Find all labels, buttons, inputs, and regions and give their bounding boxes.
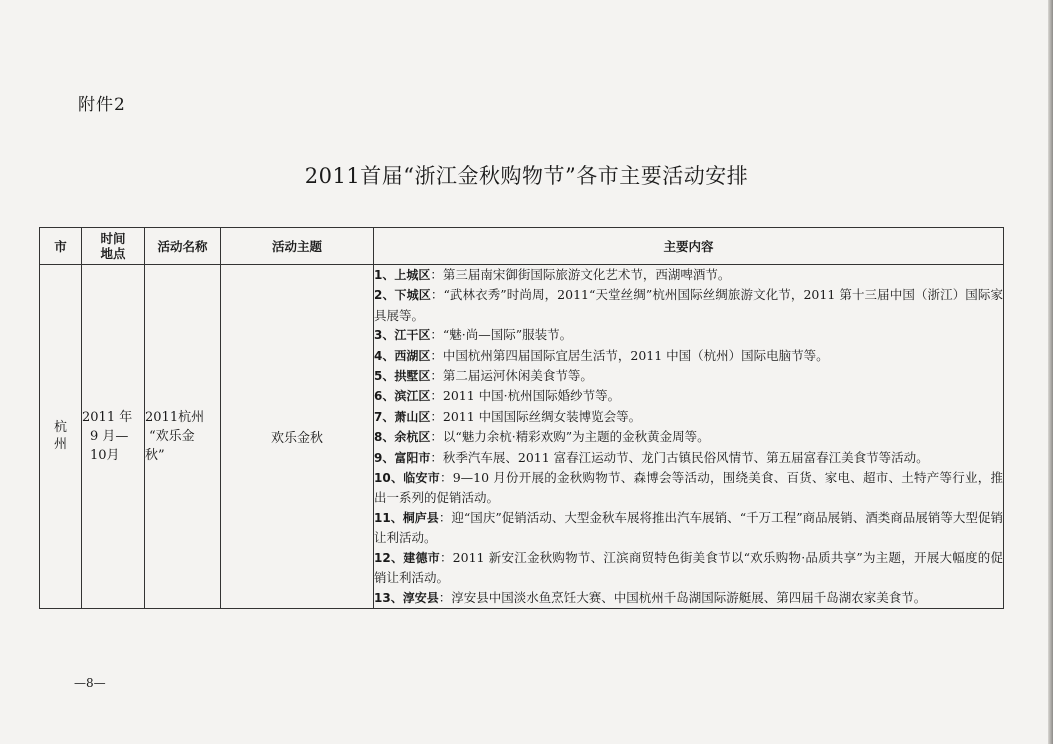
item-district: 桐庐县 [402, 510, 439, 525]
header-activity-name: 活动名称 [145, 228, 221, 265]
time-line2: 9 月— [90, 428, 129, 444]
list-item [374, 265, 1003, 285]
city-text: 杭州 [53, 420, 67, 453]
item-number: 4、 [374, 348, 395, 363]
item-district: 建德市 [403, 550, 440, 565]
item-text: ：第三届南宋御街国际旅游文化艺术节，西湖啤酒节。 [430, 267, 731, 282]
name-line1: 2011杭州 [145, 409, 205, 425]
list-item [374, 325, 1003, 345]
item-number: 3、 [374, 328, 395, 343]
list-item [374, 548, 1003, 588]
item-district: 淳安县 [402, 590, 439, 605]
item-text: ：迎“国庆”促销活动、大型金秋车展将推出汽车展销、“千万工程”商品展销、酒类商品展销等大型促销让利活动。 [374, 509, 1003, 546]
header-time-place [82, 228, 145, 265]
header-city: 市 [40, 228, 82, 265]
scan-edge-shadow [1048, 0, 1053, 744]
header-time-line2: 地点 [100, 246, 126, 261]
item-number: 5、 [374, 369, 395, 384]
list-item [374, 427, 1003, 447]
item-text: ：淳安县中国淡水鱼烹饪大赛、中国杭州千岛湖国际游艇展、第四届千岛湖农家美食节。 [438, 589, 927, 605]
content-list [374, 265, 1003, 608]
cell-activity-name [145, 265, 221, 609]
list-item [374, 407, 1003, 427]
table-header-row [40, 228, 1004, 265]
time-line1: 2011 年 [82, 409, 133, 425]
item-number: 9、 [374, 450, 395, 465]
list-item [374, 386, 1003, 406]
table-row [40, 265, 1004, 609]
name-line3: 秋” [145, 447, 165, 463]
item-text: ：2011 新安江金秋购物节、江滨商贸特色街美食节以“欢乐购物·品质共享”为主题，开展大幅度的促销让利活动。 [374, 549, 1003, 586]
item-district: 余杭区 [394, 430, 431, 445]
item-number: 13、 [374, 590, 403, 605]
list-item [374, 588, 1003, 608]
cell-theme: 欢乐金秋 [221, 265, 374, 609]
item-district: 拱墅区 [394, 369, 431, 384]
cell-time-place [82, 265, 145, 609]
item-district: 江干区 [394, 328, 431, 343]
list-item [374, 346, 1003, 366]
list-item [374, 285, 1003, 325]
item-district: 滨江区 [394, 389, 431, 404]
item-text: ：2011 中国国际丝绸女装博览会等。 [430, 408, 642, 424]
list-item [374, 366, 1003, 386]
header-content: 主要内容 [374, 228, 1004, 265]
item-district: 萧山区 [394, 409, 431, 424]
item-district: 上城区 [394, 268, 431, 282]
item-text: ：“武林衣秀”时尚周，2011“天堂丝绸”杭州国际丝绸旅游文化节，2011 第十三届中国（浙江）国际家具展等。 [374, 287, 1003, 323]
item-text: ：以“魅力余杭·精彩欢购”为主题的金秋黄金周等。 [430, 429, 710, 445]
item-number: 1、 [374, 268, 395, 282]
activity-table [39, 227, 1004, 609]
item-number: 7、 [374, 409, 395, 424]
item-number: 8、 [374, 430, 395, 445]
item-text: ：2011 中国·杭州国际婚纱节等。 [430, 388, 621, 404]
list-item [374, 508, 1003, 548]
item-district: 西湖区 [394, 348, 431, 363]
page-number: —8— [74, 676, 106, 690]
item-text: ：秋季汽车展、2011 富春江运动节、龙门古镇民俗风情节、第五届富春江美食节等活动。 [430, 449, 929, 465]
item-number: 11、 [374, 510, 403, 525]
item-number: 10、 [374, 471, 404, 486]
item-district: 临安市 [403, 471, 440, 486]
item-number: 12、 [374, 550, 404, 565]
item-number: 2、 [374, 288, 395, 303]
cell-city [40, 265, 82, 609]
header-theme: 活动主题 [221, 228, 374, 265]
item-district: 富阳市 [394, 450, 431, 465]
item-number: 6、 [374, 389, 395, 404]
list-item [374, 468, 1003, 508]
item-text: ：中国杭州第四届国际宜居生活节，2011 中国（杭州）国际电脑节等。 [430, 347, 829, 363]
item-text: ：“魅·尚—国际”服装节。 [430, 327, 573, 343]
time-line3: 10月 [90, 447, 120, 463]
name-line2: “欢乐金 [149, 428, 195, 444]
attachment-label: 附件2 [78, 95, 126, 115]
page-title: 2011首届“浙江金秋购物节”各市主要活动安排 [304, 164, 749, 188]
cell-main-content [374, 265, 1004, 609]
header-time-line1: 时间 [100, 231, 126, 246]
item-text: ：第二届运河休闲美食节等。 [430, 368, 593, 384]
list-item [374, 448, 1003, 468]
item-district: 下城区 [394, 288, 431, 303]
item-text: ：9—10 月份开展的金秋购物节、森博会等活动，围绕美食、百货、家电、超市、土特产等行业，推出一系列的促销活动。 [374, 470, 1003, 506]
